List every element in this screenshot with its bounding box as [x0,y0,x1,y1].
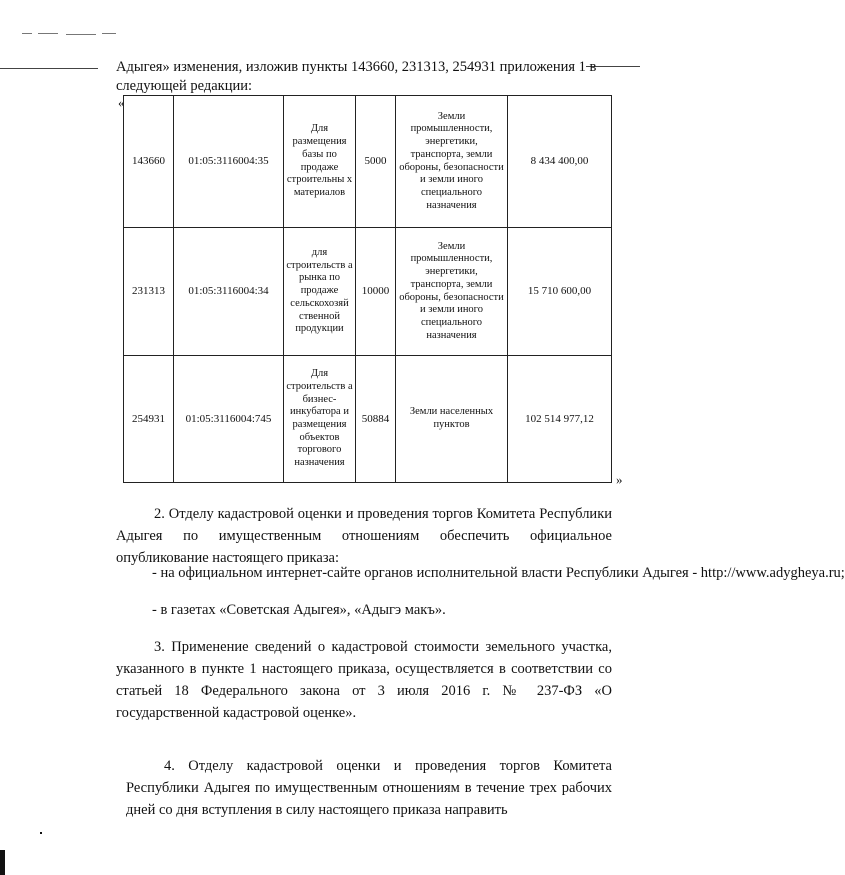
cadastral-number: 01:05:3116004:35 [174,96,284,228]
cadastral-number: 01:05:3116004:745 [174,356,284,483]
scan-artifact [38,33,58,34]
parcel-number: 254931 [124,356,174,483]
cadastral-value: 8 434 400,00 [508,96,612,228]
cadastral-value: 15 710 600,00 [508,228,612,356]
close-quote: » [616,472,623,487]
table-row [124,96,612,228]
parcel-area: 5000 [356,96,396,228]
cadastral-value: 102 514 977,12 [508,356,612,483]
cadastral-number: 01:05:3116004:34 [174,228,284,356]
open-quote: « [118,95,125,110]
binding-edge [0,850,5,875]
paragraph-2-item-1: - на официальном интернет-сайте органов исполнительной власти Республики Адыгея - http://www.adygheya.ru; [152,565,845,581]
land-category: Земли промышленности, энергетики, транспорта, земли обороны, безопасности и земли иного специального назначения [396,96,508,228]
permitted-use: Для размещения базы по продаже строительны х материалов [284,96,356,228]
parcel-table [123,95,612,483]
parcel-area: 10000 [356,228,396,356]
land-category: Земли населенных пунктов [396,356,508,483]
paragraph-3: 3. Применение сведений о кадастровой стоимости земельного участка, указанного в пункте 1 настоящего приказа, осуществляется в соответствии со статьей 18 Федерального закона от 3 июля 2016 г. № 237-ФЗ «О государственной кадастровой оценке». [116,639,612,721]
scan-artifact [102,33,116,34]
parcel-number: 143660 [124,96,174,228]
paragraph-4: 4. Отделу кадастровой оценки и проведения торгов Комитета Республики Адыгея по имущественным отношениям в течение трех рабочих дней со дня вступления в силу настоящего приказа направить [126,758,612,818]
scan-artifact [22,33,32,34]
intro-text: Адыгея» изменения, изложив пункты 143660, 231313, 254931 приложения 1 в следующей редакции: [116,59,597,94]
parcel-number: 231313 [124,228,174,356]
margin-rule [0,68,98,69]
scan-speck [40,832,42,834]
paragraph-2: 2. Отделу кадастровой оценки и проведения торгов Комитета Республики Адыгея по имущественным отношениям обеспечить официальное опубликование настоящего приказа: [116,506,612,566]
permitted-use: Для строительств а бизнес-инкубатора и размещения объектов торгового назначения [284,356,356,483]
scan-artifact [66,34,96,35]
land-category: Земли промышленности, энергетики, транспорта, земли обороны, безопасности и земли иного специального назначения [396,228,508,356]
table-row [124,228,612,356]
parcel-area: 50884 [356,356,396,483]
table-row [124,356,612,483]
permitted-use: для строительств а рынка по продаже сельскохозяй ственной продукции [284,228,356,356]
paragraph-2-item-2: - в газетах «Советская Адыгея», «Адыгэ макъ». [152,602,446,618]
